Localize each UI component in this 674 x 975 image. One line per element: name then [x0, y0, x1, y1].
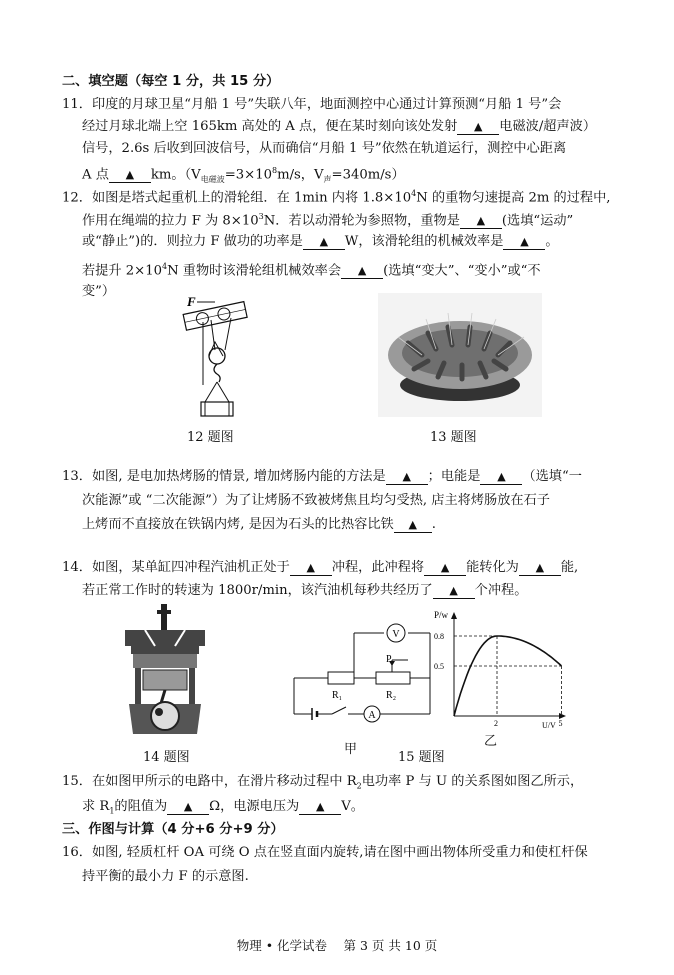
y-tick-label: 0.5 — [434, 662, 444, 671]
answer-blank[interactable]: ▲ — [341, 264, 383, 279]
answer-blank[interactable]: ▲ — [167, 800, 209, 815]
resistor-r1 — [328, 672, 354, 684]
section-title-drawing-calculation: 三、作图与计算（4 分+6 分+9 分） — [62, 822, 284, 837]
circuit-label-jia: 甲 — [344, 742, 358, 757]
caption-13: 13 题图 — [430, 430, 477, 445]
circuit-diagram — [290, 616, 440, 736]
answer-blank[interactable]: ▲ — [109, 168, 151, 183]
q11-line2: 经过月球北端上空 165km 高处的 A 点，便在某时刻向该处发射 ▲ 电磁波/超声波） — [82, 119, 597, 134]
q12-line4: 若提升 $2\times 10^4N$ 重物时该滑轮组机械效率会 ▲ (选填“变大”、“变小”或“不 — [82, 262, 541, 279]
answer-blank[interactable]: ▲ — [519, 561, 561, 576]
answer-blank[interactable]: ▲ — [433, 584, 475, 599]
q11-line3: 信号，2.6s 后收到回波信号，从而确信“月船 1 号”依然在轨道运行，测控中心距离 — [82, 141, 567, 156]
x-tick-label: 5 — [558, 719, 563, 728]
slider-label: P — [386, 654, 392, 665]
answer-blank[interactable]: ▲ — [299, 800, 341, 815]
answer-blank[interactable]: ▲ — [394, 518, 432, 533]
switch — [332, 707, 346, 714]
x-tick-label: 2 — [494, 719, 498, 728]
q16-line1: 16．如图, 轻质杠杆 OA 可绕 O 点在竖直面内旋转,请在图中画出物体所受重力和使杠杆保 — [62, 845, 588, 860]
r1-label: R₁ — [332, 690, 343, 701]
answer-blank[interactable]: ▲ — [424, 561, 466, 576]
q16-line2: 持平衡的最小力 F 的示意图. — [82, 869, 249, 884]
caption-14: 14 题图 — [143, 750, 190, 765]
engine-figure — [115, 600, 215, 742]
answer-blank[interactable]: ▲ — [460, 214, 502, 229]
q12-line3: 或“静止”)的．则拉力 F 做功的功率是 ▲ W，该滑轮组的机械效率是 ▲ 。 — [82, 234, 559, 249]
answer-blank[interactable]: ▲ — [290, 561, 332, 576]
q14-line1: 14．如图，某单缸四冲程汽油机正处于 ▲ 冲程，此冲程将 ▲ 能转化为 ▲ 能, — [62, 560, 579, 575]
q13-line3: 上烤而不直接放在铁锅内烤, 是因为石头的比热容比铁 ▲ . — [82, 517, 436, 532]
answer-blank[interactable]: ▲ — [386, 470, 428, 485]
chart-label-yi: 乙 — [484, 734, 498, 749]
r2-label: R₂ — [386, 690, 397, 701]
voltmeter-label: V — [392, 629, 400, 640]
pulley-figure — [175, 290, 255, 420]
x-axis-label: U/V — [542, 721, 556, 730]
q12-line5: 变”） — [82, 284, 116, 299]
q11-line1: 11．印度的月球卫星“月船 1 号”失联八年，地面测控中心通过计算预测“月船 1 号”会 — [62, 97, 562, 112]
y-axis-label: P/w — [434, 610, 449, 620]
caption-15: 15 题图 — [398, 750, 445, 765]
q12-line1: 12．如图是塔式起重机上的滑轮组．在 1min 内将 $1.8\times 10^4N$ 的重物匀速提高 2m 的过程中, — [62, 189, 611, 206]
power-curve — [454, 636, 562, 716]
y-tick-label: 0.8 — [434, 632, 444, 641]
q13-line2: 次能源”或 “二次能源”）为了让烤肠不致被烤焦且均匀受热, 店主将烤肠放在石子 — [82, 493, 550, 508]
q11-line4: A 点 ▲ km。（$V_{电磁波}=3\times 10^8m/s$，$V_声=340m/s$） — [82, 166, 405, 185]
section-title-fill-in: 二、填空题（每空 1 分，共 15 分） — [62, 74, 280, 89]
answer-blank[interactable]: ▲ — [480, 470, 522, 485]
power-voltage-chart — [430, 604, 570, 730]
q15-line1: 15．在如图甲所示的电路中，在滑片移动过程中 $R_2$电功率 P 与 U 的关系图如图乙所示， — [62, 774, 584, 791]
resistor-r2 — [376, 672, 410, 684]
answer-blank[interactable]: ▲ — [457, 120, 499, 135]
q14-line2: 若正常工作时的转速为 1800r/min，该汽油机每秒共经历了 ▲ 个冲程。 — [82, 583, 528, 598]
caption-12: 12 题图 — [187, 430, 234, 445]
q12-line2: 作用在绳端的拉力 F 为 $8\times 10^3N$．若以动滑轮为参照物，重物是 ▲ (选填“运动” — [82, 212, 574, 229]
ammeter-label: A — [368, 710, 376, 721]
q13-line1: 13．如图, 是电加热烤肠的情景, 增加烤肠内能的方法是 ▲ ；电能是 ▲ （选填“一 — [62, 469, 582, 484]
sausage-grill-photo — [378, 293, 542, 417]
q15-line2: 求 $R_1$的阻值为 ▲ Ω，电源电压为 ▲ V。 — [82, 799, 364, 816]
answer-blank[interactable]: ▲ — [503, 235, 545, 250]
page-footer: 物理 • 化学试卷 第 3 页 共 10 页 — [236, 938, 438, 953]
answer-blank[interactable]: ▲ — [303, 235, 345, 250]
force-label: F — [187, 294, 196, 309]
